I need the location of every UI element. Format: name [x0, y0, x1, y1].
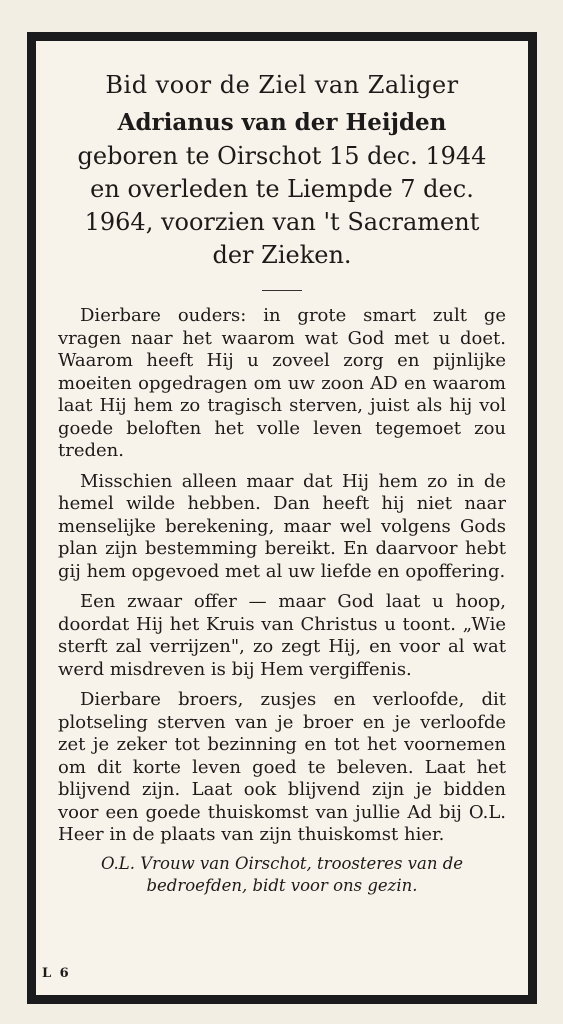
- prayer-heading: Bid voor de Ziel van Zaliger: [105, 71, 459, 99]
- sacrament-line-end: der Zieken.: [212, 241, 352, 269]
- paragraph-offering: Een zwaar offer — maar God laat u hoop, doordat Hij het Kruis van Christus u toont. „Wie sterft zal verrijzen", zo zegt Hij, en voor al wat werd misdreven is bij Hem vergiffenis.: [58, 591, 506, 680]
- paragraph-heaven: Misschien alleen maar dat Hij hem zo in de hemel wilde hebben. Dan heeft hij niet naar menselijke berekening, maar wel volgens Gods plan zijn bestemming bereikt. En daarvoor hebt gij hem opgevoed met al uw liefde en opoffering.: [58, 470, 506, 582]
- card-content: [58, 71, 506, 897]
- closing-prayer: [58, 853, 506, 897]
- section-divider: [262, 290, 302, 291]
- closing-prayer-line1: O.L. Vrouw van Oirschot, troosteres van de: [100, 853, 464, 873]
- mourning-border-frame: [27, 32, 537, 1004]
- paragraph-parents: Dierbare ouders: in grote smart zult ge vragen naar het waarom wat God met u doet. Waarom heeft Hij u zoveel zorg en pijnlijke moeiten opgedragen om uw zoon AD en waarom laat Hij hem zo tragisch sterven, juist als hij vol goede beloften het volle leven tegemoet zou treden.: [58, 305, 506, 461]
- death-line: en overleden te Liempde 7 dec.: [90, 175, 474, 203]
- closing-prayer-line2: bedroefden, bidt voor ons gezin.: [146, 875, 418, 895]
- deceased-name: Adrianus van der Heijden: [117, 109, 447, 136]
- print-code: L 6: [42, 966, 71, 981]
- paragraph-siblings: Dierbare broers, zusjes en verloofde, dit plotseling sterven van je broer en je verloofde zet je zeker tot bezinning en tot het voornemen om dit korte leven goed te beleven. Laat het blijvend zijn. Laat ook blijvend zijn je bidden voor een goede thuiskomst van jullie Ad bij O.L. Heer in de plaats van zijn thuiskomst hier.: [58, 689, 506, 845]
- birth-line: geboren te Oirschot 15 dec. 1944: [77, 142, 487, 170]
- sacrament-line: 1964, voorzien van 't Sacrament: [84, 208, 480, 236]
